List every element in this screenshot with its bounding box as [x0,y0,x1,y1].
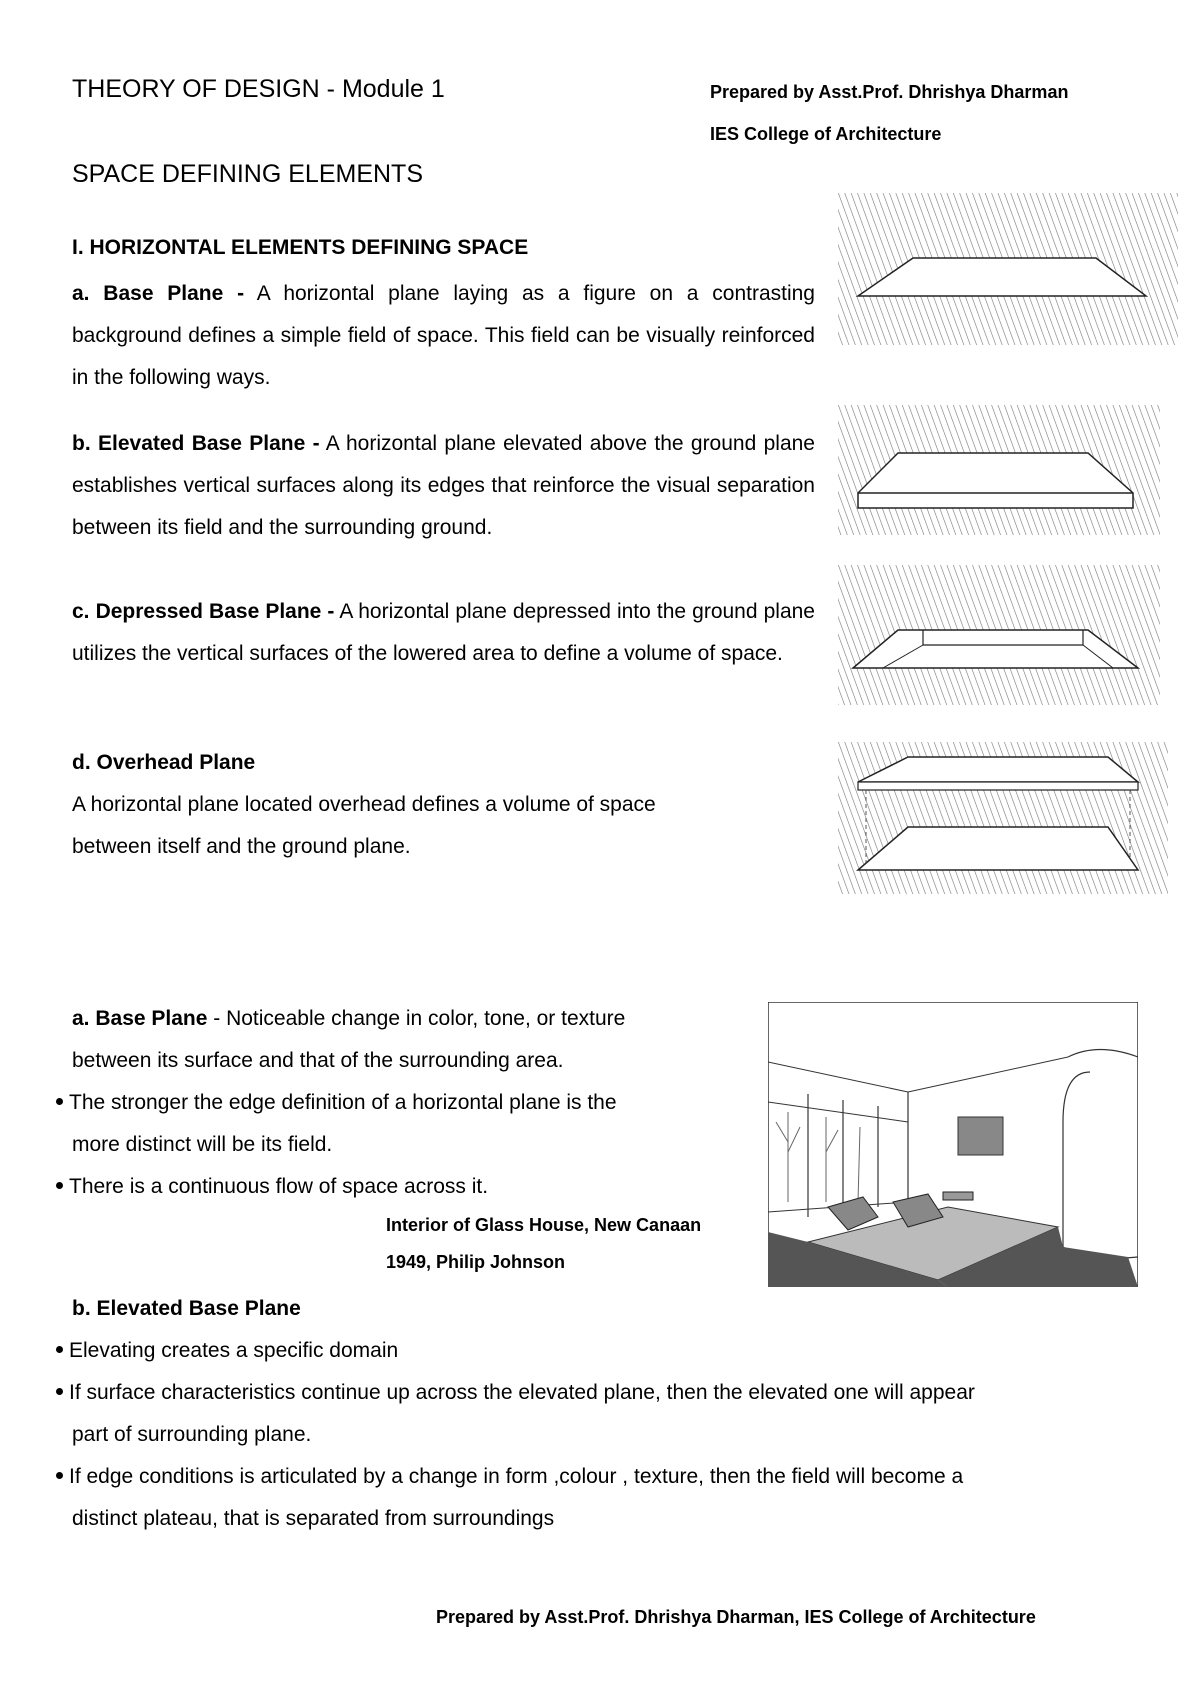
label-depressed-base-plane: c. Depressed Base Plane - [72,600,335,623]
section-roman: I. [72,236,84,259]
section2-base-plane-line2: between its surface and that of the surrounding area. [72,1049,564,1072]
bullet-icon [56,1472,63,1479]
figure-depressed-base-plane [838,565,1160,705]
footer-prepared-by: Prepared by Asst.Prof. Dhrishya Dharman, IES College of Architecture [436,1607,1036,1627]
text-depressed-base-plane: A horizontal plane depressed into the ground plane utilizes the vertical surfaces of the lowered area to define a volume of space. [72,600,815,665]
label-base-plane: a. Base Plane - [72,282,245,305]
bullet-icon [56,1098,63,1105]
figure-overhead-plane [838,742,1168,894]
caption-line1: Interior of Glass House, New Canaan [386,1215,702,1235]
label-elevated-base-plane: b. Elevated Base Plane - [72,432,320,455]
bullet-continuous-flow: There is a continuous flow of space across it. [56,1166,488,1208]
section-title: HORIZONTAL ELEMENTS DEFINING SPACE [89,236,529,259]
bullet-specific-domain: Elevating creates a specific domain [56,1330,398,1372]
bullet-surface-characteristics-2: part of surrounding plane. [72,1423,312,1446]
bullet-icon [56,1182,63,1189]
paragraph-base-plane [72,273,815,399]
bullet-surface-characteristics-1: If surface characteristics continue up across the elevated plane, then the elevated one will appear [56,1372,975,1414]
figure-base-plane [838,193,1178,345]
prepared-by: Prepared by Asst.Prof. Dhrishya Dharman [710,82,1069,102]
document-title: THEORY OF DESIGN - Module 1 [72,75,445,103]
section2-base-plane-line1: a. Base Plane - Noticeable change in color, tone, or texture [72,1007,626,1030]
text-elevated-base-plane: A horizontal plane elevated above the ground plane establishes vertical surfaces along its edges that reinforce the visual separation between its field and the surrounding ground. [72,432,815,539]
text-overhead-plane-2: between itself and the ground plane. [72,835,411,858]
bullet-icon [56,1388,63,1395]
text-base-plane: A horizontal plane laying as a figure on a contrasting background defines a simple field of space. This field can be visually reinforced in the following ways. [72,282,815,389]
paragraph-depressed-base-plane [72,591,815,675]
main-heading: SPACE DEFINING ELEMENTS [72,160,423,188]
bullet-icon [56,1346,63,1353]
label-elevated-base-plane-2: b. Elevated Base Plane [72,1297,301,1320]
text-overhead-plane-1: A horizontal plane located overhead defines a volume of space [72,793,656,816]
figure-elevated-base-plane [838,405,1160,535]
bullet-edge-conditions-2: distinct plateau, that is separated from surroundings [72,1507,555,1530]
bullet-edge-conditions-1: If edge conditions is articulated by a change in form ,colour , texture, then the field will become a [56,1456,963,1498]
label-overhead-plane: d. Overhead Plane [72,751,256,774]
caption-line2: 1949, Philip Johnson [386,1252,566,1272]
section-heading [72,236,528,260]
figure-glass-house-interior [768,1002,1138,1287]
label-base-plane-2: a. Base Plane [72,1007,208,1030]
bullet-edge-definition-1: The stronger the edge definition of a horizontal plane is the [56,1082,617,1124]
bullet-edge-definition-2: more distinct will be its field. [72,1133,333,1156]
college-name: IES College of Architecture [710,124,942,144]
paragraph-elevated-base-plane [72,423,815,549]
